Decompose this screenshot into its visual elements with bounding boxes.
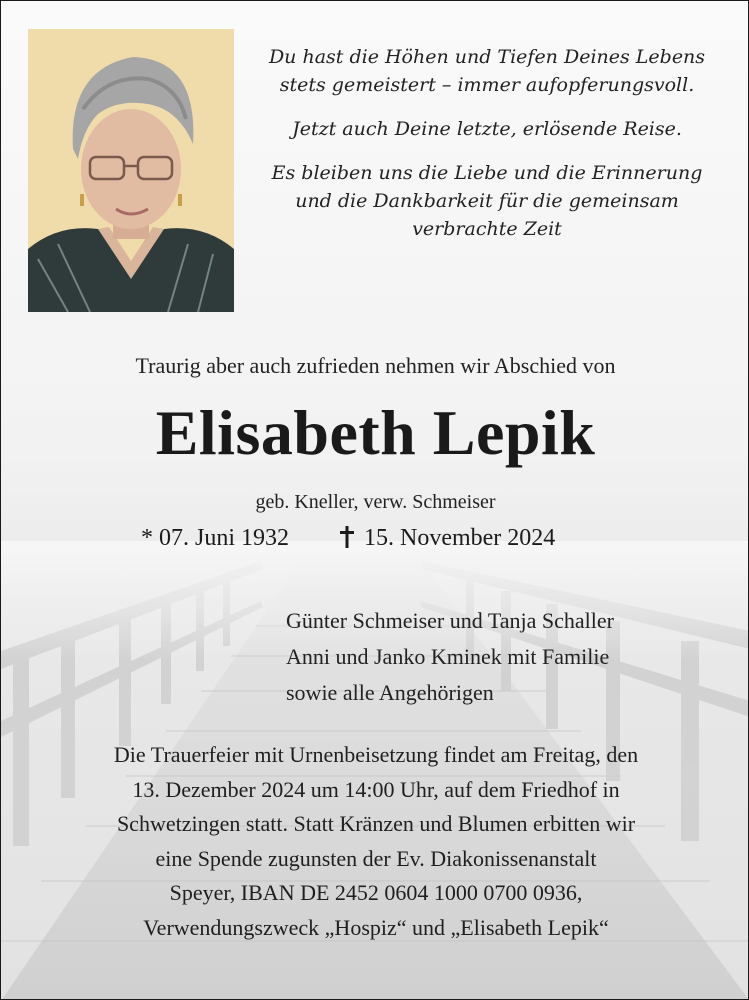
portrait-photo [28, 29, 234, 312]
notice-line: eine Spende zugunsten der Ev. Diakonissenanstalt [155, 845, 597, 871]
poem-line: und die Dankbarkeit für die gemeinsam [295, 190, 679, 212]
death-date: 15. November 2024 [364, 525, 556, 551]
mourner-line: Anni und Janko Kminek mit Familie [286, 644, 610, 669]
mourners-list [286, 603, 726, 711]
poem-line: stets gemeistert – immer aufopferungsvoll. [279, 74, 695, 96]
mourner-line: Günter Schmeiser und Tanja Schaller [286, 608, 614, 633]
farewell-intro: Traurig aber auch zufrieden nehmen wir Abschied von [135, 353, 616, 378]
poem-line: Jetzt auch Deine letzte, erlösende Reise. [292, 118, 682, 140]
notice-line: Schwetzingen statt. Statt Kränzen und Blumen erbitten wir [116, 811, 636, 836]
cross-icon [340, 526, 354, 548]
mourner-line: sowie alle Angehörigen [286, 680, 494, 705]
poem-line: Du hast die Höhen und Tiefen Deines Lebens [268, 46, 706, 68]
memorial-poem [251, 43, 723, 259]
death-date-group [340, 525, 555, 552]
poem-stanza [251, 159, 723, 243]
funeral-notice [41, 738, 711, 945]
birth-date: * 07. Juni 1932 [141, 525, 290, 551]
notice-line: Verwendungszweck „Hospiz“ und „Elisabeth Lepik“ [143, 914, 609, 940]
notice-line: Speyer, IBAN DE 2452 0604 1000 0700 0936, [169, 880, 583, 905]
notice-line: Die Trauerfeier mit Urnenbeisetzung findet am Freitag, den [113, 742, 639, 767]
deceased-name: Elisabeth Lepik [155, 397, 596, 468]
maiden-names: geb. Kneller, verw. Schmeiser [255, 491, 496, 513]
poem-line: Es bleiben uns die Liebe und die Erinnerung [271, 162, 703, 184]
poem-stanza [251, 43, 723, 99]
poem-line: verbrachte Zeit [412, 218, 562, 240]
notice-line: 13. Dezember 2024 um 14:00 Uhr, auf dem Friedhof in [132, 776, 620, 802]
poem-stanza [251, 115, 723, 143]
